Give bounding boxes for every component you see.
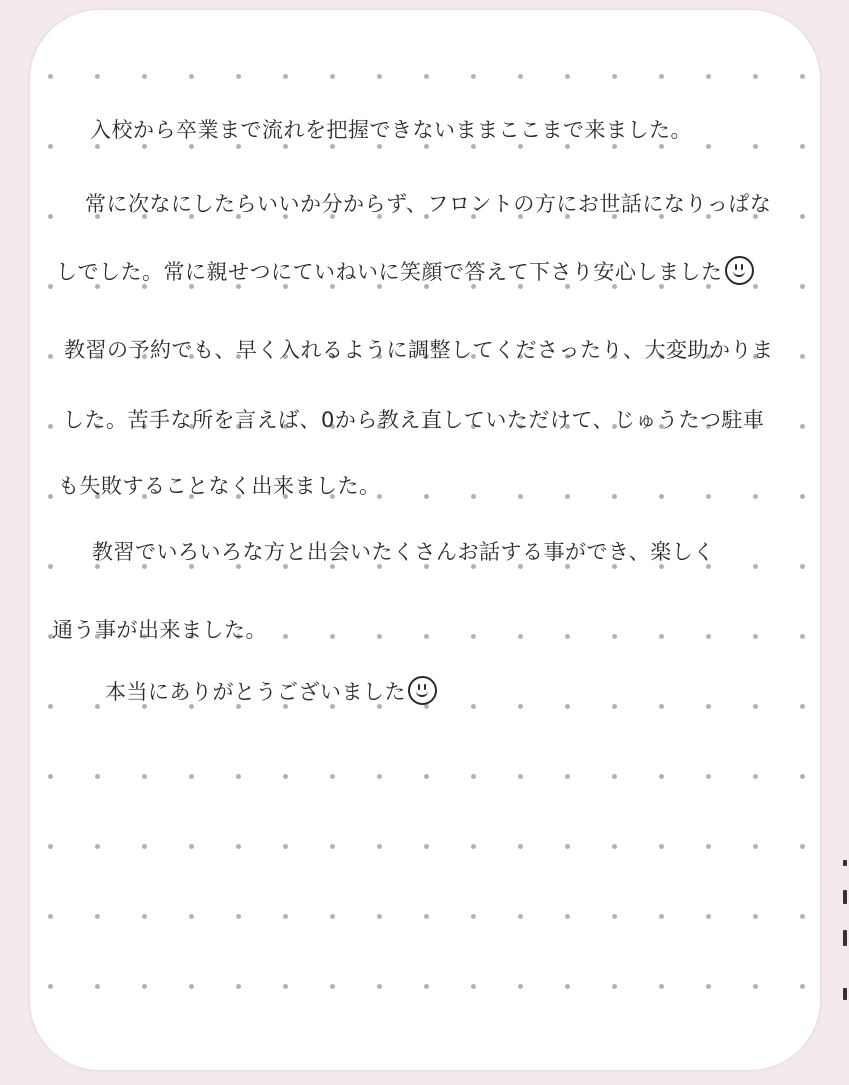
letter-line-6 [58, 470, 381, 500]
grid-dot [142, 844, 147, 849]
grid-dot [48, 424, 53, 429]
grid-dot [706, 74, 711, 79]
grid-dot [283, 634, 288, 639]
grid-dot [659, 634, 664, 639]
grid-dot [236, 984, 241, 989]
grid-dot [706, 984, 711, 989]
grid-dot [659, 914, 664, 919]
grid-dot [659, 774, 664, 779]
grid-dot [800, 144, 805, 149]
grid-dot [330, 914, 335, 919]
grid-dot [612, 914, 617, 919]
grid-dot [565, 984, 570, 989]
grid-dot [48, 144, 53, 149]
grid-dot [471, 494, 476, 499]
grid-dot [518, 774, 523, 779]
grid-dot [236, 844, 241, 849]
letter-line-4-text: 教習の予約でも、早く入れるように調整してくださったり、大変助かりま [64, 338, 774, 362]
grid-dot [612, 74, 617, 79]
letter-line-3 [56, 256, 754, 286]
grid-dot [753, 564, 758, 569]
grid-dot [236, 774, 241, 779]
grid-dot [800, 634, 805, 639]
grid-dot [283, 984, 288, 989]
grid-dot [189, 914, 194, 919]
grid-dot [330, 844, 335, 849]
grid-dot [377, 144, 382, 149]
grid-dot [565, 634, 570, 639]
grid-dot [471, 634, 476, 639]
grid-dot [565, 704, 570, 709]
grid-dot [283, 774, 288, 779]
grid-dot [95, 74, 100, 79]
letter-line-9 [105, 676, 437, 706]
grid-dot [800, 494, 805, 499]
grid-dot [424, 144, 429, 149]
grid-dot [612, 144, 617, 149]
grid-dot [518, 634, 523, 639]
grid-dot [612, 704, 617, 709]
grid-dot [659, 74, 664, 79]
grid-dot [659, 844, 664, 849]
grid-dot [800, 214, 805, 219]
page-edge-marks [839, 860, 849, 1010]
grid-dot [236, 74, 241, 79]
grid-dot [518, 74, 523, 79]
grid-dot [377, 634, 382, 639]
grid-dot [189, 144, 194, 149]
grid-dot [142, 914, 147, 919]
grid-dot [518, 984, 523, 989]
grid-dot [706, 704, 711, 709]
grid-dot [236, 144, 241, 149]
grid-dot [659, 984, 664, 989]
grid-dot [659, 494, 664, 499]
letter-line-2-text: 常に次なにしたらいいか分からず、フロントの方にお世話になりっぱな [85, 192, 772, 216]
grid-dot [565, 494, 570, 499]
grid-dot [189, 774, 194, 779]
grid-dot [518, 494, 523, 499]
grid-dot [142, 144, 147, 149]
grid-dot [142, 774, 147, 779]
letter-line-6-text: も失敗することなく出来ました。 [58, 474, 381, 498]
grid-dot [706, 844, 711, 849]
grid-dot [800, 914, 805, 919]
grid-dot [612, 844, 617, 849]
grid-dot [753, 984, 758, 989]
smiley-face-icon [408, 676, 437, 705]
grid-dot [753, 494, 758, 499]
grid-dot [48, 284, 53, 289]
letter-line-1 [90, 114, 692, 144]
grid-dot [753, 774, 758, 779]
grid-dot [800, 774, 805, 779]
grid-dot [753, 704, 758, 709]
grid-dot [800, 564, 805, 569]
letter-line-9-text: 本当にありがとうございました [105, 680, 406, 704]
grid-dot [471, 844, 476, 849]
grid-dot [706, 774, 711, 779]
letter-line-4 [64, 334, 774, 364]
grid-dot [471, 144, 476, 149]
grid-dot [471, 984, 476, 989]
grid-dot [142, 984, 147, 989]
grid-dot [800, 424, 805, 429]
letter-line-7 [92, 536, 715, 566]
grid-dot [753, 144, 758, 149]
grid-dot [471, 774, 476, 779]
grid-dot [706, 634, 711, 639]
grid-dot [565, 914, 570, 919]
grid-dot [612, 774, 617, 779]
grid-dot [283, 914, 288, 919]
grid-dot [753, 634, 758, 639]
grid-dot [612, 494, 617, 499]
grid-dot [753, 844, 758, 849]
grid-dot [330, 984, 335, 989]
grid-dot [518, 704, 523, 709]
grid-dot [424, 634, 429, 639]
grid-dot [800, 704, 805, 709]
grid-dot [518, 144, 523, 149]
letter-line-3-text: しでした。常に親せつにていねいに笑顔で答えて下さり安心しました [56, 260, 723, 284]
grid-dot [283, 74, 288, 79]
grid-dot [48, 494, 53, 499]
grid-dot [330, 144, 335, 149]
grid-dot [424, 494, 429, 499]
grid-dot [95, 914, 100, 919]
grid-dot [800, 74, 805, 79]
grid-dot [424, 774, 429, 779]
grid-dot [659, 704, 664, 709]
grid-dot [706, 914, 711, 919]
grid-dot [565, 74, 570, 79]
grid-dot [753, 74, 758, 79]
grid-dot [424, 914, 429, 919]
grid-dot [377, 844, 382, 849]
grid-dot [612, 634, 617, 639]
grid-dot [800, 354, 805, 359]
grid-dot [48, 774, 53, 779]
grid-dot [565, 144, 570, 149]
grid-dot [424, 74, 429, 79]
grid-dot [518, 844, 523, 849]
letter-line-8-text: 通う事が出来ました。 [52, 618, 267, 642]
grid-dot [565, 844, 570, 849]
letter-line-5 [63, 404, 764, 434]
grid-dot [424, 984, 429, 989]
grid-dot [753, 914, 758, 919]
grid-dot [706, 494, 711, 499]
grid-dot [189, 984, 194, 989]
letter-line-8 [52, 614, 267, 644]
grid-dot [800, 844, 805, 849]
grid-dot [330, 74, 335, 79]
grid-dot [189, 74, 194, 79]
grid-dot [95, 144, 100, 149]
grid-dot [424, 844, 429, 849]
grid-dot [330, 634, 335, 639]
grid-dot [95, 774, 100, 779]
grid-dot [471, 74, 476, 79]
letter-line-7-text: 教習でいろいろな方と出会いたくさんお話する事ができ、楽しく [92, 540, 715, 564]
grid-dot [800, 284, 805, 289]
grid-dot [377, 74, 382, 79]
grid-dot [471, 914, 476, 919]
grid-dot [283, 844, 288, 849]
grid-dot [800, 984, 805, 989]
grid-dot [518, 914, 523, 919]
grid-dot [48, 74, 53, 79]
grid-dot [377, 914, 382, 919]
letter-line-1-text: 入校から卒業まで流れを把握できないままここまで来ました。 [90, 118, 692, 142]
grid-dot [48, 354, 53, 359]
grid-dot [48, 984, 53, 989]
grid-dot [142, 74, 147, 79]
smiley-face-icon [725, 256, 754, 285]
grid-dot [471, 704, 476, 709]
grid-dot [612, 984, 617, 989]
grid-dot [659, 144, 664, 149]
grid-dot [753, 284, 758, 289]
grid-dot [48, 914, 53, 919]
letter-line-5-text: した。苦手な所を言えば、0から教え直していただけて、じゅうたつ駐車 [63, 408, 765, 432]
letter-card [30, 10, 820, 1070]
grid-dot [565, 774, 570, 779]
grid-dot [95, 704, 100, 709]
grid-dot [48, 704, 53, 709]
grid-dot [48, 564, 53, 569]
grid-dot [283, 144, 288, 149]
grid-dot [377, 774, 382, 779]
grid-dot [48, 214, 53, 219]
grid-dot [95, 844, 100, 849]
grid-dot [236, 914, 241, 919]
grid-dot [189, 844, 194, 849]
grid-dot [706, 144, 711, 149]
grid-dot [95, 984, 100, 989]
grid-dot [330, 774, 335, 779]
grid-dot [377, 984, 382, 989]
grid-dot [48, 844, 53, 849]
letter-line-2 [85, 188, 771, 218]
